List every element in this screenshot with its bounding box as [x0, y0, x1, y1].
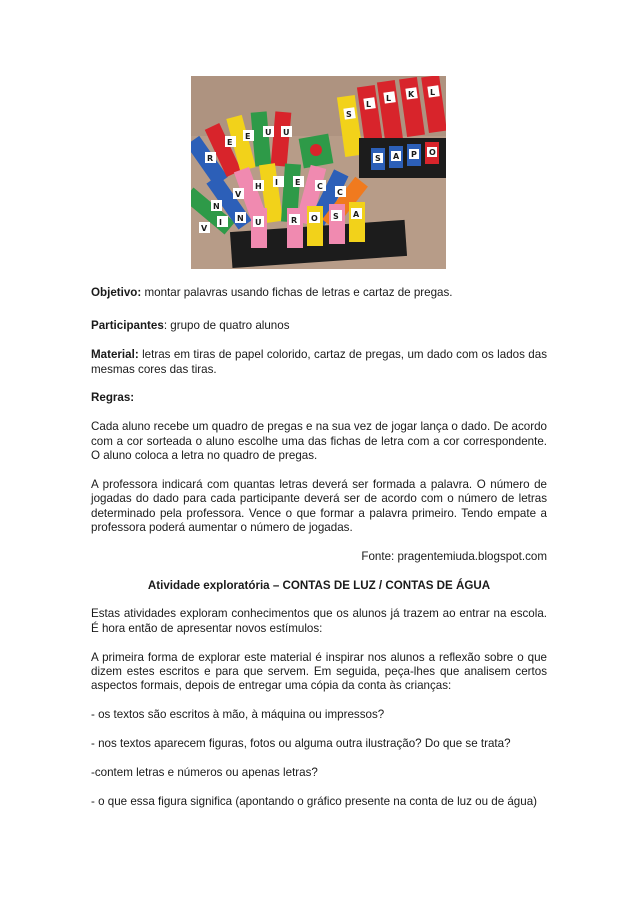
photo-letter: A	[393, 152, 400, 161]
material-label: Material:	[91, 348, 139, 362]
photo-letter: S	[375, 154, 381, 163]
question-item: - nos textos aparecem figuras, fotos ou alguma outra ilustração? Do que se trata?	[91, 737, 511, 751]
photo-letter: A	[353, 210, 360, 219]
rules-heading	[91, 391, 547, 405]
participants-text: : grupo de quatro alunos	[163, 319, 290, 333]
objective-text: montar palavras usando fichas de letras e cartaz de pregas.	[141, 286, 453, 299]
source-line: Fonte: pragentemiuda.blogspot.com	[361, 549, 547, 563]
photo-letter: S	[333, 212, 339, 221]
game-photo-illustration	[191, 76, 446, 269]
activity-title	[91, 579, 547, 593]
photo-letter: S	[346, 110, 352, 119]
participants-label: Participantes	[91, 319, 164, 333]
photo-letter: V	[235, 190, 242, 199]
question-item: - o que essa figura significa (apontando o gráfico presente na conta de luz ou de água)	[91, 794, 538, 808]
photo-letter: U	[265, 128, 272, 137]
material-paragraph	[91, 348, 547, 377]
photo-letter: U	[283, 128, 290, 137]
photo-letter: E	[295, 178, 301, 187]
photo-letter: N	[237, 214, 244, 223]
activity-title-text: Atividade exploratória – CONTAS DE LUZ / CONTAS DE ÁGUA	[147, 578, 491, 592]
photo-letter: C	[317, 182, 323, 191]
document-body	[91, 286, 547, 809]
rules-paragraph-2: A professora indicará com quantas letras deverá ser formada a palavra. O número de jogadas do dado para cada participante deverá ser de acordo com o número de letras determinado pela professora. Vence o que formar a palavra primeiro. Tendo empate a professora poderá aumentar o número de jogadas.	[91, 477, 547, 535]
photo-letter: L	[366, 100, 372, 109]
photo-letter: E	[245, 132, 251, 141]
photo-letter: I	[275, 178, 278, 187]
photo-letter: O	[429, 148, 436, 157]
objective-label: Objetivo:	[91, 286, 142, 299]
material-text: letras em tiras de papel colorido, cartaz de pregas, um dado com os lados das mesmas cores das tiras.	[91, 348, 547, 376]
photo-letter: C	[337, 188, 343, 197]
photo-letter: H	[255, 182, 262, 191]
intro-paragraph: Estas atividades exploram conhecimentos que os alunos já trazem ao entrar na escola. É hora então de apresentar novos estímulos:	[91, 607, 547, 635]
photo-letter: P	[411, 150, 417, 159]
question-item: -contem letras e números ou apenas letras?	[91, 765, 318, 779]
participants-paragraph	[91, 319, 547, 333]
photo-letter: K	[408, 90, 415, 99]
photo-letter: N	[213, 202, 220, 211]
question-item: - os textos são escritos à mão, à máquina ou impressos?	[91, 708, 385, 722]
photo-letter: V	[201, 224, 208, 233]
photo-letter: L	[386, 94, 392, 103]
photo-letter: O	[311, 214, 318, 223]
photo-letter: R	[207, 154, 214, 163]
rules-paragraph-1: Cada aluno recebe um quadro de pregas e na sua vez de jogar lança o dado. De acordo com a cor sorteada o aluno escolhe uma das fichas de letra com a cor correspondente. O aluno coloca a letra no quadro de pregas.	[91, 420, 547, 463]
photo-letter: U	[255, 218, 262, 227]
explain-paragraph: A primeira forma de explorar este material é inspirar nos alunos a reflexão sobre o que dizem estes escritos e para que servem. Em seguida, peça-lhes que analisem certos aspectos formais, depois de entregar uma cópia da conta às crianças:	[91, 650, 547, 693]
photo-letter: L	[430, 88, 436, 97]
rules-heading-text: Regras:	[91, 391, 135, 405]
game-photo	[191, 76, 446, 269]
objective-paragraph	[91, 286, 547, 300]
photo-letter: E	[227, 138, 233, 147]
photo-letter: R	[291, 216, 298, 225]
photo-letter: I	[219, 218, 222, 227]
